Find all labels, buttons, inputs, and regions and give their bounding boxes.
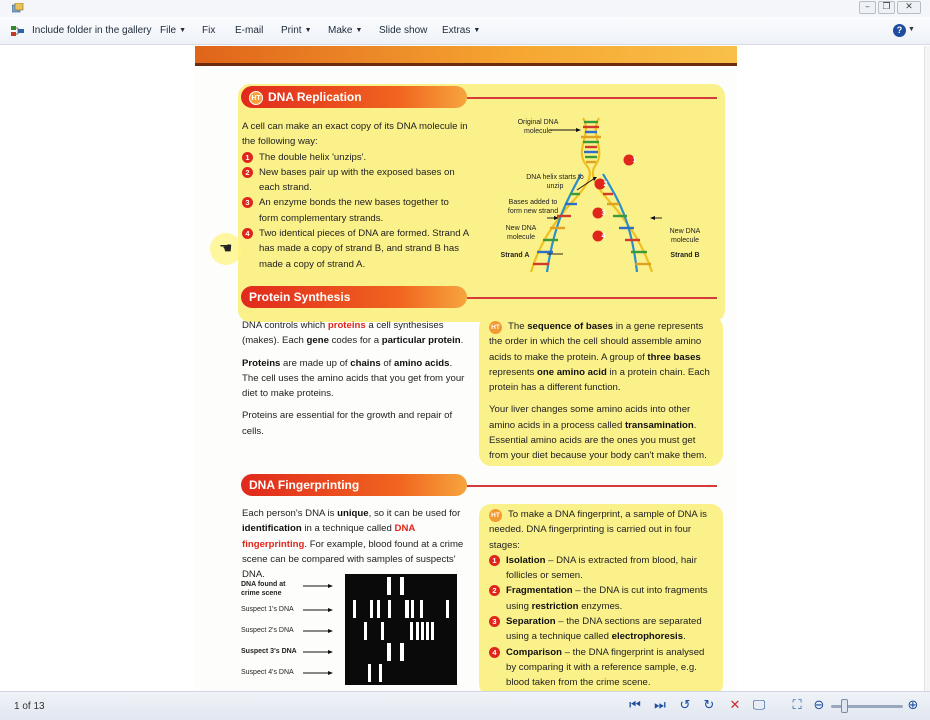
status-bar (0, 691, 930, 720)
dna-fingerprinting-header (241, 474, 467, 496)
make-menu[interactable] (328, 25, 362, 36)
label-bases-added: Bases added to form new strand (507, 199, 559, 215)
protein-paragraph-2: Proteins are made up of chains of amino acids. The cell uses the amino acids that you get from your diet to make proteins. (242, 357, 465, 400)
protein-ht-paragraph-1: HT The sequence of bases in a gene represents the order in which the cell should assemble amino acids to make the protein. A group of three bases represents one amino acid in a protein chain. Each protein has a different function. (489, 321, 710, 394)
print-menu-label: Print (281, 25, 302, 36)
zoom-in-icon[interactable]: ⊕ (907, 698, 919, 713)
fingerprint-stage-3: 3 Separation – the DNA sections are separated using a technique called electrophoresis. (489, 614, 717, 645)
step-text: An enzyme bonds the new bases together to form complementary strands. (259, 197, 449, 224)
minimize-button[interactable]: – (859, 1, 876, 14)
step-number: 4 (242, 228, 253, 239)
diagram-marker-4: 4 (601, 233, 606, 240)
diagram-marker-2: 2 (603, 181, 608, 188)
extras-menu[interactable] (442, 25, 480, 36)
ht-badge: HT (249, 91, 263, 105)
diagram-marker-1: 1 (632, 157, 637, 164)
dna-replication-header (241, 86, 467, 108)
slideshow-icon[interactable]: 🖵 (752, 698, 766, 713)
replication-step-2 (242, 165, 470, 196)
header-rule (467, 97, 717, 99)
label-original-dna: Original DNA molecule (517, 119, 559, 135)
gel-label-suspect-4: Suspect 4's DNA (241, 669, 294, 676)
protein-synthesis-title: Protein Synthesis (249, 290, 351, 304)
email-button[interactable]: E-mail (235, 25, 264, 36)
help-chevron-down-icon[interactable]: ▼ (908, 26, 915, 33)
fingerprint-stage-1: 1 Isolation – DNA is extracted from blood, hair follicles or semen. (489, 553, 717, 584)
replication-step-4 (242, 226, 470, 272)
viewer-scrollbar[interactable] (924, 46, 930, 691)
chevron-down-icon: ▼ (304, 27, 312, 34)
step-number: 2 (242, 167, 253, 178)
replication-step-1 (242, 150, 470, 165)
file-menu-label: File (160, 25, 177, 36)
gel-label-suspect-1: Suspect 1's DNA (241, 606, 294, 613)
step-number: 1 (242, 152, 253, 163)
make-menu-label: Make (328, 25, 353, 36)
extras-menu-label: Extras (442, 25, 471, 36)
file-menu[interactable] (160, 25, 186, 36)
cursor-highlight (210, 233, 242, 265)
dna-replication-title: DNA Replication (268, 90, 362, 104)
dna-fingerprinting-text: Each person's DNA is unique, so it can be used for identification in a technique called DNA fingerprinting. For example, blood found at a crime scene can be compared with samples of suspects' DNA. (242, 508, 464, 581)
header-rule (467, 485, 717, 487)
include-folder-icon (10, 24, 26, 38)
image-viewer[interactable] (0, 46, 930, 691)
page-top-banner (195, 46, 737, 66)
fingerprint-stage-4: 4 Comparison – the DNA fingerprint is analysed by comparing it with a reference sample, e.g. blood taken from the crime scene. (489, 645, 717, 691)
gel-label-suspect-2: Suspect 2's DNA (241, 627, 294, 634)
zoom-out-icon[interactable]: ⊖ (813, 698, 825, 713)
fingerprinting-ht-intro: HT To make a DNA fingerprint, a sample of DNA is needed. DNA fingerprinting is carried out in four stages: (489, 509, 707, 551)
dna-gel-diagram (300, 574, 460, 686)
print-menu[interactable] (281, 25, 312, 36)
ht-badge: HT (489, 321, 502, 334)
step-text: Two identical pieces of DNA are formed. Strand A has made a copy of strand B, and strand B has made a copy of strand A. (259, 228, 469, 270)
chevron-down-icon: ▼ (473, 27, 481, 34)
rotate-left-icon[interactable]: ↺ (679, 698, 691, 713)
gel-label-crime-scene: DNA found at crime scene (241, 581, 286, 597)
include-folder-button[interactable]: Include folder in the gallery (32, 25, 152, 36)
dna-replication-text (242, 119, 470, 272)
slideshow-button[interactable]: Slide show (379, 25, 428, 36)
textbook-page (195, 46, 737, 691)
close-button[interactable]: ✕ (897, 1, 921, 14)
title-bar (0, 0, 930, 17)
chevron-down-icon: ▼ (179, 27, 187, 34)
chevron-down-icon: ▼ (355, 27, 363, 34)
protein-synthesis-header (241, 286, 467, 308)
app-icon (12, 3, 24, 13)
stage-number: 3 (489, 616, 500, 627)
fingerprinting-ht-text (489, 507, 717, 691)
ht-badge: HT (489, 509, 502, 522)
protein-ht-text (489, 319, 717, 464)
fingerprint-stage-2: 2 Fragmentation – the DNA is cut into fragments using restriction enzymes. (489, 583, 717, 614)
label-new-dna-left: New DNA molecule (505, 225, 537, 241)
dna-fingerprinting-title: DNA Fingerprinting (249, 478, 360, 492)
hand-cursor-icon: ☚ (219, 239, 233, 257)
label-strand-a: Strand A (500, 252, 530, 259)
label-dna-unzip: DNA helix starts to unzip (526, 174, 584, 190)
dna-replication-intro: A cell can make an exact copy of its DNA molecule in the following way: (242, 121, 468, 148)
rotate-right-icon[interactable]: ↻ (703, 698, 715, 713)
stage-number: 2 (489, 585, 500, 596)
label-strand-b: Strand B (670, 252, 700, 259)
toolbar (0, 17, 930, 45)
help-icon[interactable]: ? (893, 24, 906, 37)
zoom-slider-thumb[interactable] (841, 699, 848, 713)
header-rule (467, 297, 717, 299)
step-number: 3 (242, 197, 253, 208)
replication-step-3 (242, 195, 470, 226)
protein-synthesis-text (242, 318, 467, 439)
protein-paragraph-3: Proteins are essential for the growth and repair of cells. (242, 410, 453, 437)
fix-button[interactable]: Fix (202, 25, 216, 36)
diagram-marker-3: 3 (601, 210, 606, 217)
previous-icon[interactable]: ⏮ (629, 698, 641, 713)
protein-paragraph-1: DNA controls which proteins a cell synthesises (makes). Each gene codes for a particular protein. (242, 320, 464, 347)
dna-replication-diagram (495, 114, 720, 274)
maximize-button[interactable]: ❐ (878, 1, 895, 14)
protein-ht-paragraph-2: Your liver changes some amino acids into other amino acids in a process called transamination. Essential amino acids are the ones you must get from your diet because your body can't make them. (489, 404, 707, 462)
delete-icon[interactable]: ✕ (729, 698, 741, 713)
gel-label-suspect-3: Suspect 3's DNA (241, 648, 297, 655)
stage-number: 1 (489, 555, 500, 566)
next-icon[interactable]: ⏭ (654, 698, 666, 713)
step-text: New bases pair up with the exposed bases on each strand. (259, 166, 455, 194)
stage-number: 4 (489, 647, 500, 658)
step-text: The double helix 'unzips'. (259, 151, 367, 163)
page-counter: 1 of 13 (14, 701, 45, 712)
label-new-dna-right: New DNA molecule (669, 228, 701, 244)
actual-size-icon[interactable]: ⛶ (792, 698, 802, 713)
